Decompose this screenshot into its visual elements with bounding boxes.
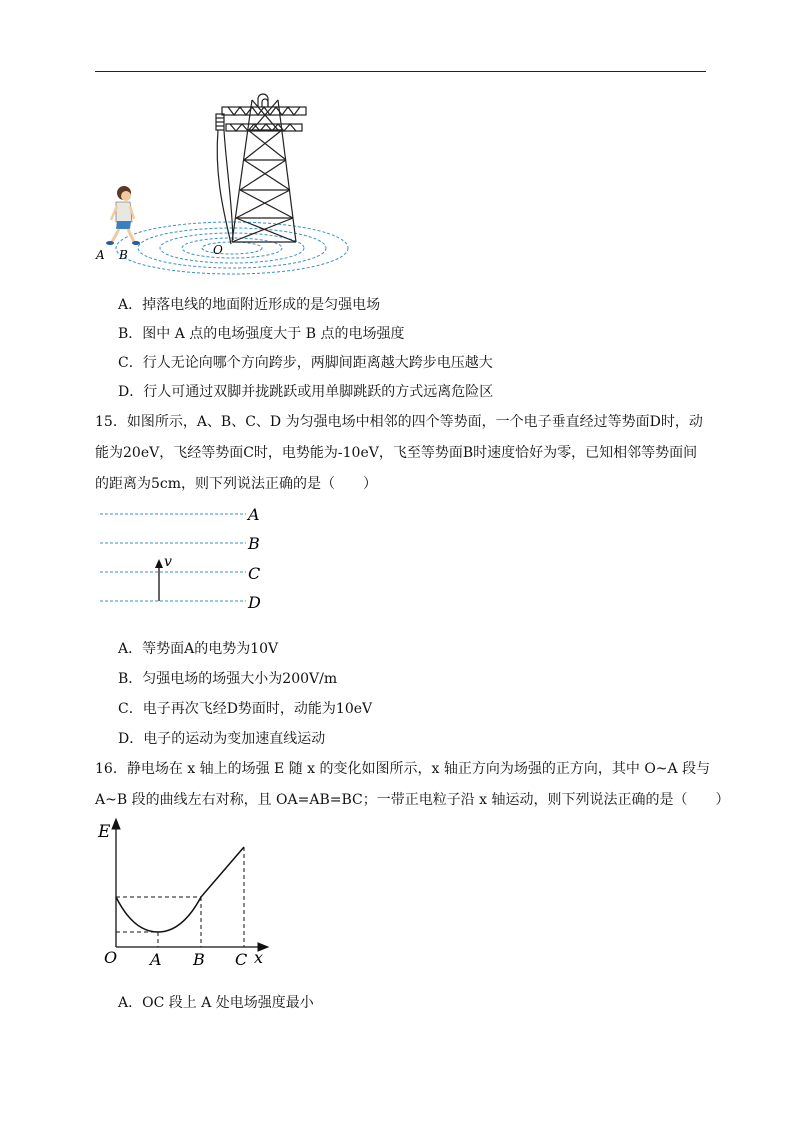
label-O: O (104, 948, 118, 967)
q15-stem-line-1: 15．如图所示，A、B、C、D 为匀强电场中相邻的四个等势面，一个电子垂直经过等势面D时，动 (95, 414, 703, 430)
label-C: C (248, 564, 261, 583)
q15-option-a[interactable]: A．等势面A的电势为10V (118, 641, 279, 657)
q16-option-a[interactable]: A．OC 段上 A 处电场强度最小 (118, 995, 314, 1011)
equipotential-lines (100, 514, 246, 601)
label-B: B (193, 950, 205, 969)
q16-stem-line-2: A~B 段的曲线左右对称，且 OA=AB=BC；一带正电粒子沿 x 轴运动，则下列说法正确的是（ ） (95, 792, 730, 808)
q14-option-b[interactable]: B．图中 A 点的电场强度大于 B 点的电场强度 (118, 326, 405, 342)
label-v: v (164, 554, 172, 570)
q15-stem-line-2: 能为20eV，飞经等势面C时，电势能为-10eV，飞至等势面B时速度恰好为零，已知相邻等势面间 (95, 445, 698, 461)
q15-option-c[interactable]: C．电子再次飞经D势面时，动能为10eV (118, 701, 373, 717)
person-icon (106, 186, 140, 245)
q14-figure (0, 0, 800, 300)
q14-option-c[interactable]: C．行人无论向哪个方向跨步，两脚间距离越大跨步电压越大 (118, 355, 493, 371)
ripple-rings (116, 222, 348, 274)
label-A: A (150, 950, 162, 969)
q15-figure (0, 500, 800, 630)
q15-stem-line-3: 的距离为5cm，则下列说法正确的是（ ） (95, 476, 378, 492)
label-x: x (254, 948, 264, 967)
label-C: C (235, 950, 248, 969)
velocity-arrow-icon (155, 559, 163, 601)
label-E: E (98, 822, 111, 842)
guide-lines (116, 847, 244, 947)
q15-option-b[interactable]: B．匀强电场的场强大小为200V/m (118, 671, 338, 687)
q16-stem-line-1: 16．静电场在 x 轴上的场强 E 随 x 的变化如图所示，x 轴正方向为场强的正方向，其中 O~A 段与 (95, 761, 711, 777)
label-A: A (248, 505, 260, 524)
label-A: A (96, 248, 105, 262)
axes (112, 819, 268, 951)
q14-option-a[interactable]: A．掉落电线的地面附近形成的是匀强电场 (118, 297, 381, 313)
label-B: B (248, 534, 260, 553)
label-D: D (248, 593, 261, 612)
label-B: B (119, 248, 128, 262)
q15-option-d[interactable]: D．电子的运动为变加速直线运动 (118, 731, 326, 747)
e-curve (116, 847, 244, 932)
tower-icon (216, 94, 306, 244)
q16-figure (0, 815, 800, 975)
label-O: O (213, 243, 223, 257)
q14-option-d[interactable]: D．行人可通过双脚并拢跳跃或用单脚跳跃的方式远离危险区 (118, 384, 494, 400)
